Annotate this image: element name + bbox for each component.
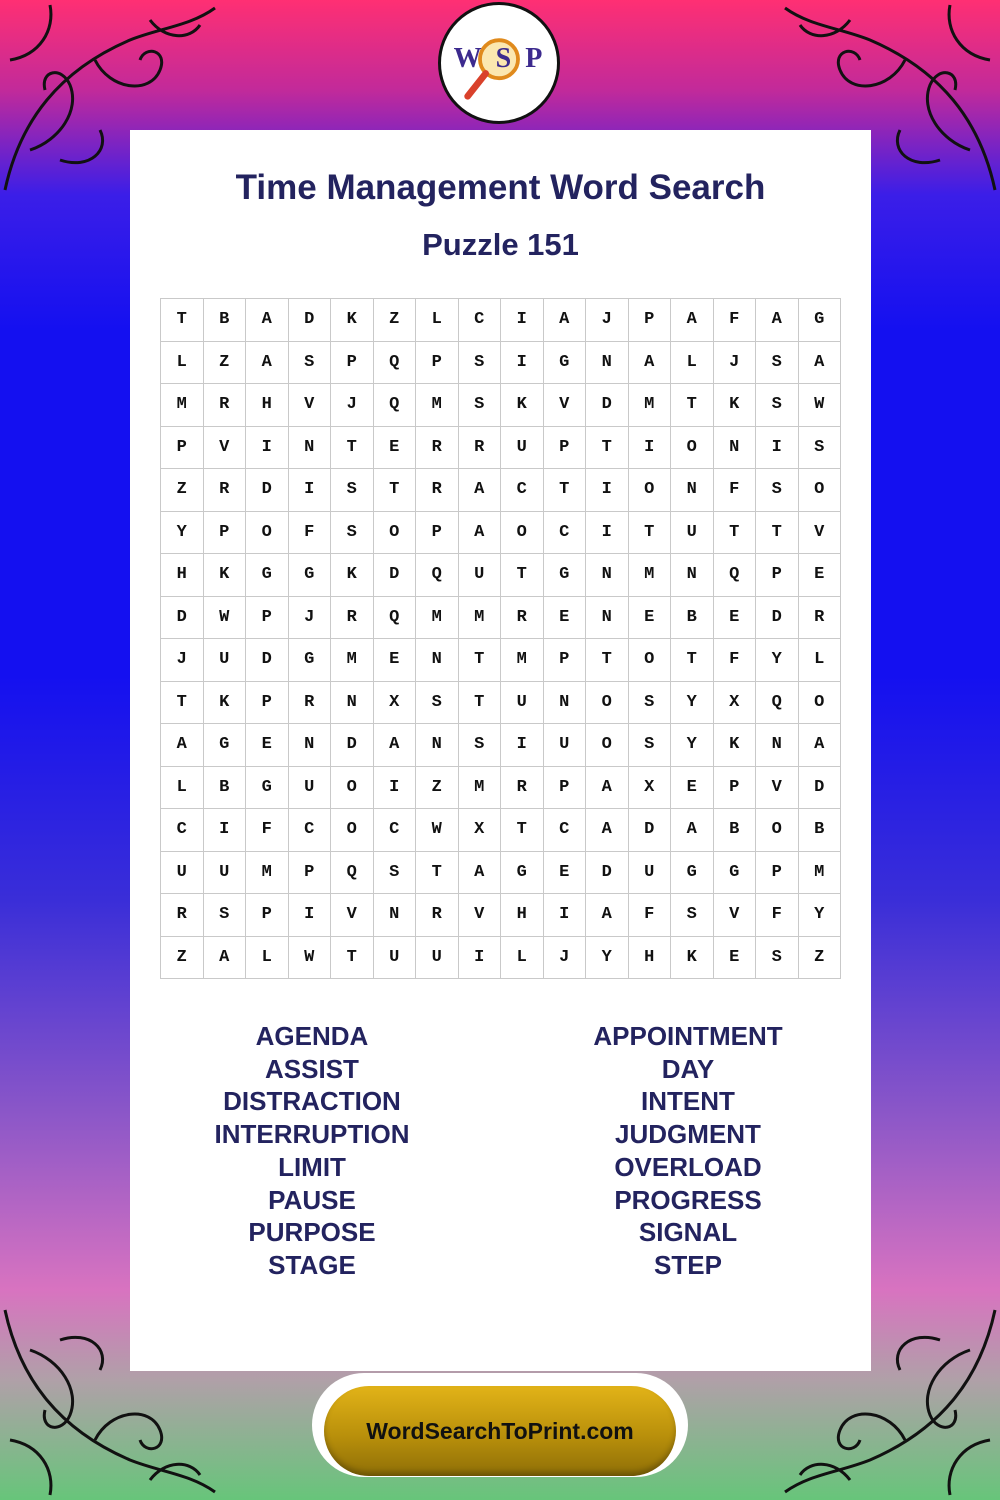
word-item: SIGNAL: [638, 1217, 738, 1248]
grid-cell[interactable]: I: [246, 427, 289, 470]
grid-cell[interactable]: L: [161, 767, 204, 810]
puzzle-card: [130, 130, 871, 1371]
word-item: INTENT: [641, 1086, 735, 1117]
grid-cell[interactable]: M: [629, 554, 672, 597]
grid-cell[interactable]: P: [714, 767, 757, 810]
grid-cell[interactable]: P: [246, 597, 289, 640]
grid-cell[interactable]: X: [629, 767, 672, 810]
grid-cell[interactable]: K: [204, 682, 247, 725]
grid-cell[interactable]: N: [374, 894, 417, 937]
grid-cell[interactable]: E: [544, 852, 587, 895]
grid-cell[interactable]: W: [799, 384, 842, 427]
grid-cell[interactable]: R: [416, 427, 459, 470]
grid-cell[interactable]: A: [459, 469, 502, 512]
grid-cell[interactable]: U: [544, 724, 587, 767]
word-item: DAY: [661, 1053, 715, 1084]
grid-cell[interactable]: R: [501, 597, 544, 640]
grid-cell[interactable]: N: [671, 469, 714, 512]
grid-cell[interactable]: Y: [671, 724, 714, 767]
grid-cell[interactable]: S: [756, 384, 799, 427]
footer-site-link[interactable]: WordSearchToPrint.com: [324, 1386, 676, 1476]
word-list-right: [528, 1020, 848, 1282]
grid-cell[interactable]: O: [671, 427, 714, 470]
grid-cell[interactable]: W: [289, 937, 332, 980]
grid-cell[interactable]: Y: [586, 937, 629, 980]
grid-cell[interactable]: S: [671, 894, 714, 937]
grid-cell[interactable]: U: [204, 852, 247, 895]
grid-cell[interactable]: Y: [671, 682, 714, 725]
grid-cell[interactable]: M: [161, 384, 204, 427]
grid-cell[interactable]: D: [246, 639, 289, 682]
grid-cell[interactable]: X: [374, 682, 417, 725]
grid-cell[interactable]: Q: [374, 384, 417, 427]
page-title: Time Management Word Search: [235, 168, 766, 207]
grid-cell[interactable]: J: [714, 342, 757, 385]
grid-cell[interactable]: N: [289, 724, 332, 767]
grid-cell[interactable]: Y: [161, 512, 204, 555]
grid-cell[interactable]: O: [501, 512, 544, 555]
logo-letter-p: P: [525, 43, 545, 74]
grid-cell[interactable]: S: [799, 427, 842, 470]
grid-cell[interactable]: U: [501, 682, 544, 725]
grid-cell[interactable]: K: [501, 384, 544, 427]
grid-cell[interactable]: S: [289, 342, 332, 385]
grid-cell[interactable]: F: [629, 894, 672, 937]
grid-cell[interactable]: D: [629, 809, 672, 852]
grid-cell[interactable]: N: [416, 724, 459, 767]
grid-cell[interactable]: D: [374, 554, 417, 597]
grid-cell[interactable]: V: [331, 894, 374, 937]
grid-cell[interactable]: T: [331, 937, 374, 980]
grid-cell[interactable]: P: [246, 894, 289, 937]
grid-cell[interactable]: B: [204, 767, 247, 810]
grid-cell[interactable]: K: [204, 554, 247, 597]
grid-cell[interactable]: G: [289, 639, 332, 682]
grid-cell[interactable]: R: [204, 384, 247, 427]
grid-cell[interactable]: V: [756, 767, 799, 810]
grid-cell[interactable]: A: [586, 809, 629, 852]
word-item: PAUSE: [268, 1184, 356, 1215]
grid-cell[interactable]: B: [714, 809, 757, 852]
grid-cell[interactable]: T: [416, 852, 459, 895]
grid-cell[interactable]: F: [289, 512, 332, 555]
puzzle-number: Puzzle 151: [422, 227, 579, 262]
grid-cell[interactable]: B: [204, 299, 247, 342]
grid-cell[interactable]: P: [416, 342, 459, 385]
grid-cell[interactable]: F: [714, 639, 757, 682]
grid-cell[interactable]: P: [544, 767, 587, 810]
grid-cell[interactable]: K: [331, 554, 374, 597]
word-list-left: [152, 1020, 472, 1282]
word-item: APPOINTMENT: [593, 1021, 783, 1051]
grid-cell[interactable]: I: [501, 299, 544, 342]
grid-cell[interactable]: O: [629, 469, 672, 512]
grid-cell[interactable]: D: [161, 597, 204, 640]
grid-cell[interactable]: P: [544, 639, 587, 682]
grid-cell[interactable]: U: [459, 554, 502, 597]
word-item: PROGRESS: [614, 1184, 762, 1215]
word-item: STEP: [654, 1249, 722, 1280]
grid-cell[interactable]: T: [586, 427, 629, 470]
grid-cell[interactable]: N: [586, 597, 629, 640]
grid-cell[interactable]: A: [671, 809, 714, 852]
grid-cell[interactable]: F: [714, 469, 757, 512]
grid-cell[interactable]: T: [161, 299, 204, 342]
grid-cell[interactable]: T: [586, 639, 629, 682]
grid-cell[interactable]: I: [374, 767, 417, 810]
grid-cell[interactable]: Q: [374, 597, 417, 640]
grid-cell[interactable]: T: [459, 639, 502, 682]
grid-cell[interactable]: V: [459, 894, 502, 937]
grid-cell[interactable]: H: [246, 384, 289, 427]
grid-cell[interactable]: L: [161, 342, 204, 385]
grid-cell[interactable]: T: [501, 809, 544, 852]
grid-cell[interactable]: D: [331, 724, 374, 767]
grid-cell[interactable]: S: [459, 384, 502, 427]
grid-cell[interactable]: T: [331, 427, 374, 470]
grid-cell[interactable]: E: [374, 427, 417, 470]
grid-cell[interactable]: N: [544, 682, 587, 725]
grid-cell[interactable]: D: [246, 469, 289, 512]
grid-cell[interactable]: T: [459, 682, 502, 725]
grid-cell[interactable]: T: [161, 682, 204, 725]
grid-cell[interactable]: X: [459, 809, 502, 852]
grid-cell[interactable]: P: [756, 852, 799, 895]
grid-cell[interactable]: U: [204, 639, 247, 682]
grid-cell[interactable]: G: [671, 852, 714, 895]
grid-cell[interactable]: K: [671, 937, 714, 980]
grid-cell[interactable]: C: [501, 469, 544, 512]
grid-cell[interactable]: L: [416, 299, 459, 342]
grid-cell[interactable]: T: [756, 512, 799, 555]
grid-cell[interactable]: R: [416, 469, 459, 512]
grid-cell[interactable]: J: [586, 299, 629, 342]
grid-cell[interactable]: S: [331, 512, 374, 555]
grid-cell[interactable]: U: [161, 852, 204, 895]
word-item: STAGE: [268, 1249, 356, 1280]
grid-cell[interactable]: I: [629, 427, 672, 470]
grid-cell[interactable]: H: [629, 937, 672, 980]
grid-cell[interactable]: N: [586, 342, 629, 385]
grid-cell[interactable]: A: [544, 299, 587, 342]
grid-cell[interactable]: T: [671, 384, 714, 427]
grid-cell[interactable]: T: [501, 554, 544, 597]
grid-cell[interactable]: R: [204, 469, 247, 512]
grid-cell[interactable]: N: [671, 554, 714, 597]
grid-cell[interactable]: S: [204, 894, 247, 937]
grid-cell[interactable]: I: [756, 427, 799, 470]
grid-cell[interactable]: E: [671, 767, 714, 810]
grid-cell[interactable]: M: [331, 639, 374, 682]
grid-cell[interactable]: L: [799, 639, 842, 682]
grid-cell[interactable]: J: [544, 937, 587, 980]
grid-cell[interactable]: D: [586, 384, 629, 427]
grid-cell[interactable]: A: [671, 299, 714, 342]
grid-cell[interactable]: I: [586, 512, 629, 555]
grid-cell[interactable]: H: [501, 894, 544, 937]
grid-cell[interactable]: I: [586, 469, 629, 512]
grid-cell[interactable]: P: [204, 512, 247, 555]
grid-cell[interactable]: Q: [756, 682, 799, 725]
grid-cell[interactable]: U: [629, 852, 672, 895]
grid-cell[interactable]: E: [799, 554, 842, 597]
site-logo[interactable]: [438, 2, 560, 124]
grid-cell[interactable]: D: [799, 767, 842, 810]
grid-cell[interactable]: C: [161, 809, 204, 852]
grid-cell[interactable]: D: [289, 299, 332, 342]
grid-cell[interactable]: G: [544, 554, 587, 597]
grid-cell[interactable]: Z: [161, 469, 204, 512]
grid-cell[interactable]: O: [246, 512, 289, 555]
grid-cell[interactable]: L: [246, 937, 289, 980]
grid-cell[interactable]: S: [756, 469, 799, 512]
grid-cell[interactable]: O: [799, 682, 842, 725]
grid-cell[interactable]: A: [586, 894, 629, 937]
grid-cell[interactable]: P: [544, 427, 587, 470]
grid-cell[interactable]: I: [501, 342, 544, 385]
grid-cell[interactable]: M: [416, 597, 459, 640]
grid-cell[interactable]: P: [289, 852, 332, 895]
grid-cell[interactable]: H: [161, 554, 204, 597]
grid-cell[interactable]: B: [799, 809, 842, 852]
grid-cell[interactable]: O: [374, 512, 417, 555]
grid-cell[interactable]: O: [331, 767, 374, 810]
grid-cell[interactable]: O: [799, 469, 842, 512]
grid-cell[interactable]: C: [374, 809, 417, 852]
word-item: AGENDA: [255, 1021, 369, 1051]
grid-cell[interactable]: A: [374, 724, 417, 767]
grid-cell[interactable]: P: [246, 682, 289, 725]
grid-cell[interactable]: I: [289, 469, 332, 512]
grid-cell[interactable]: O: [586, 682, 629, 725]
grid-cell[interactable]: A: [586, 767, 629, 810]
grid-cell[interactable]: M: [416, 384, 459, 427]
grid-cell[interactable]: S: [459, 342, 502, 385]
letter-grid: [160, 298, 841, 979]
grid-cell[interactable]: Z: [204, 342, 247, 385]
grid-cell[interactable]: P: [161, 427, 204, 470]
grid-cell[interactable]: S: [629, 724, 672, 767]
grid-cell[interactable]: U: [671, 512, 714, 555]
grid-cell[interactable]: W: [204, 597, 247, 640]
grid-cell[interactable]: W: [416, 809, 459, 852]
grid-cell[interactable]: S: [459, 724, 502, 767]
grid-cell[interactable]: X: [714, 682, 757, 725]
grid-cell[interactable]: E: [629, 597, 672, 640]
grid-cell[interactable]: A: [799, 724, 842, 767]
grid-cell[interactable]: M: [459, 767, 502, 810]
grid-cell[interactable]: R: [289, 682, 332, 725]
grid-cell[interactable]: M: [799, 852, 842, 895]
grid-cell[interactable]: P: [756, 554, 799, 597]
grid-cell[interactable]: P: [629, 299, 672, 342]
grid-cell[interactable]: U: [416, 937, 459, 980]
grid-cell[interactable]: V: [799, 512, 842, 555]
grid-cell[interactable]: I: [289, 894, 332, 937]
grid-cell[interactable]: S: [629, 682, 672, 725]
grid-cell[interactable]: A: [161, 724, 204, 767]
grid-cell[interactable]: L: [671, 342, 714, 385]
grid-cell[interactable]: F: [756, 894, 799, 937]
grid-cell[interactable]: S: [374, 852, 417, 895]
grid-cell[interactable]: S: [756, 937, 799, 980]
grid-cell[interactable]: S: [331, 469, 374, 512]
grid-cell[interactable]: G: [204, 724, 247, 767]
grid-cell[interactable]: N: [416, 639, 459, 682]
grid-cell[interactable]: M: [629, 384, 672, 427]
grid-cell[interactable]: S: [416, 682, 459, 725]
grid-cell[interactable]: Z: [161, 937, 204, 980]
grid-cell[interactable]: G: [799, 299, 842, 342]
grid-cell[interactable]: C: [544, 512, 587, 555]
grid-cell[interactable]: D: [586, 852, 629, 895]
grid-cell[interactable]: G: [544, 342, 587, 385]
grid-cell[interactable]: I: [204, 809, 247, 852]
grid-cell[interactable]: F: [246, 809, 289, 852]
grid-cell[interactable]: G: [714, 852, 757, 895]
word-item: INTERRUPTION: [214, 1119, 410, 1150]
grid-cell[interactable]: K: [331, 299, 374, 342]
grid-cell[interactable]: A: [459, 512, 502, 555]
grid-cell[interactable]: T: [374, 469, 417, 512]
grid-cell[interactable]: C: [459, 299, 502, 342]
grid-cell[interactable]: O: [756, 809, 799, 852]
grid-cell[interactable]: E: [544, 597, 587, 640]
grid-cell[interactable]: E: [246, 724, 289, 767]
grid-cell[interactable]: B: [671, 597, 714, 640]
grid-cell[interactable]: R: [161, 894, 204, 937]
grid-cell[interactable]: N: [714, 427, 757, 470]
grid-cell[interactable]: R: [416, 894, 459, 937]
grid-cell[interactable]: Q: [331, 852, 374, 895]
grid-cell[interactable]: A: [629, 342, 672, 385]
grid-cell[interactable]: I: [459, 937, 502, 980]
grid-cell[interactable]: Z: [416, 767, 459, 810]
grid-cell[interactable]: N: [586, 554, 629, 597]
grid-cell[interactable]: K: [714, 724, 757, 767]
grid-cell[interactable]: V: [289, 384, 332, 427]
grid-cell[interactable]: R: [331, 597, 374, 640]
grid-cell[interactable]: J: [289, 597, 332, 640]
logo-letter-w: W: [453, 43, 484, 74]
grid-cell[interactable]: Y: [799, 894, 842, 937]
logo-letter-s: S: [495, 43, 514, 74]
word-item: ASSIST: [265, 1053, 359, 1084]
grid-cell[interactable]: E: [374, 639, 417, 682]
grid-cell[interactable]: T: [544, 469, 587, 512]
grid-cell[interactable]: A: [204, 937, 247, 980]
word-item: JUDGMENT: [615, 1119, 761, 1150]
grid-cell[interactable]: F: [714, 299, 757, 342]
grid-cell[interactable]: T: [629, 512, 672, 555]
grid-cell[interactable]: E: [714, 937, 757, 980]
grid-cell[interactable]: T: [714, 512, 757, 555]
grid-cell[interactable]: G: [246, 767, 289, 810]
grid-cell[interactable]: Z: [799, 937, 842, 980]
grid-cell[interactable]: M: [246, 852, 289, 895]
grid-cell[interactable]: K: [714, 384, 757, 427]
grid-cell[interactable]: O: [629, 639, 672, 682]
grid-cell[interactable]: D: [756, 597, 799, 640]
grid-cell[interactable]: Q: [374, 342, 417, 385]
word-item: DISTRACTION: [223, 1086, 401, 1117]
grid-cell[interactable]: C: [544, 809, 587, 852]
grid-cell[interactable]: A: [756, 299, 799, 342]
grid-cell[interactable]: J: [331, 384, 374, 427]
grid-cell[interactable]: L: [501, 937, 544, 980]
grid-cell[interactable]: R: [501, 767, 544, 810]
word-item: PURPOSE: [248, 1217, 376, 1248]
grid-cell[interactable]: C: [289, 809, 332, 852]
grid-cell[interactable]: Z: [374, 299, 417, 342]
word-item: OVERLOAD: [614, 1151, 762, 1182]
word-item: LIMIT: [278, 1151, 346, 1182]
grid-cell[interactable]: G: [501, 852, 544, 895]
grid-cell[interactable]: T: [671, 639, 714, 682]
grid-cell[interactable]: V: [204, 427, 247, 470]
grid-cell[interactable]: A: [246, 342, 289, 385]
grid-cell[interactable]: G: [246, 554, 289, 597]
grid-cell[interactable]: P: [416, 512, 459, 555]
grid-cell[interactable]: M: [459, 597, 502, 640]
grid-cell[interactable]: S: [756, 342, 799, 385]
grid-cell[interactable]: N: [289, 427, 332, 470]
grid-cell[interactable]: M: [501, 639, 544, 682]
grid-cell[interactable]: N: [331, 682, 374, 725]
grid-cell[interactable]: Q: [714, 554, 757, 597]
grid-cell[interactable]: V: [544, 384, 587, 427]
grid-cell[interactable]: Q: [416, 554, 459, 597]
grid-cell[interactable]: N: [756, 724, 799, 767]
grid-cell[interactable]: I: [544, 894, 587, 937]
grid-cell[interactable]: I: [501, 724, 544, 767]
grid-cell[interactable]: V: [714, 894, 757, 937]
grid-cell[interactable]: U: [501, 427, 544, 470]
grid-cell[interactable]: U: [374, 937, 417, 980]
grid-cell[interactable]: J: [161, 639, 204, 682]
grid-cell[interactable]: A: [246, 299, 289, 342]
grid-cell[interactable]: E: [714, 597, 757, 640]
grid-cell[interactable]: O: [331, 809, 374, 852]
grid-cell[interactable]: R: [799, 597, 842, 640]
grid-cell[interactable]: A: [459, 852, 502, 895]
grid-cell[interactable]: P: [331, 342, 374, 385]
grid-cell[interactable]: Y: [756, 639, 799, 682]
grid-cell[interactable]: G: [289, 554, 332, 597]
grid-cell[interactable]: U: [289, 767, 332, 810]
grid-cell[interactable]: A: [799, 342, 842, 385]
grid-cell[interactable]: R: [459, 427, 502, 470]
grid-cell[interactable]: O: [586, 724, 629, 767]
